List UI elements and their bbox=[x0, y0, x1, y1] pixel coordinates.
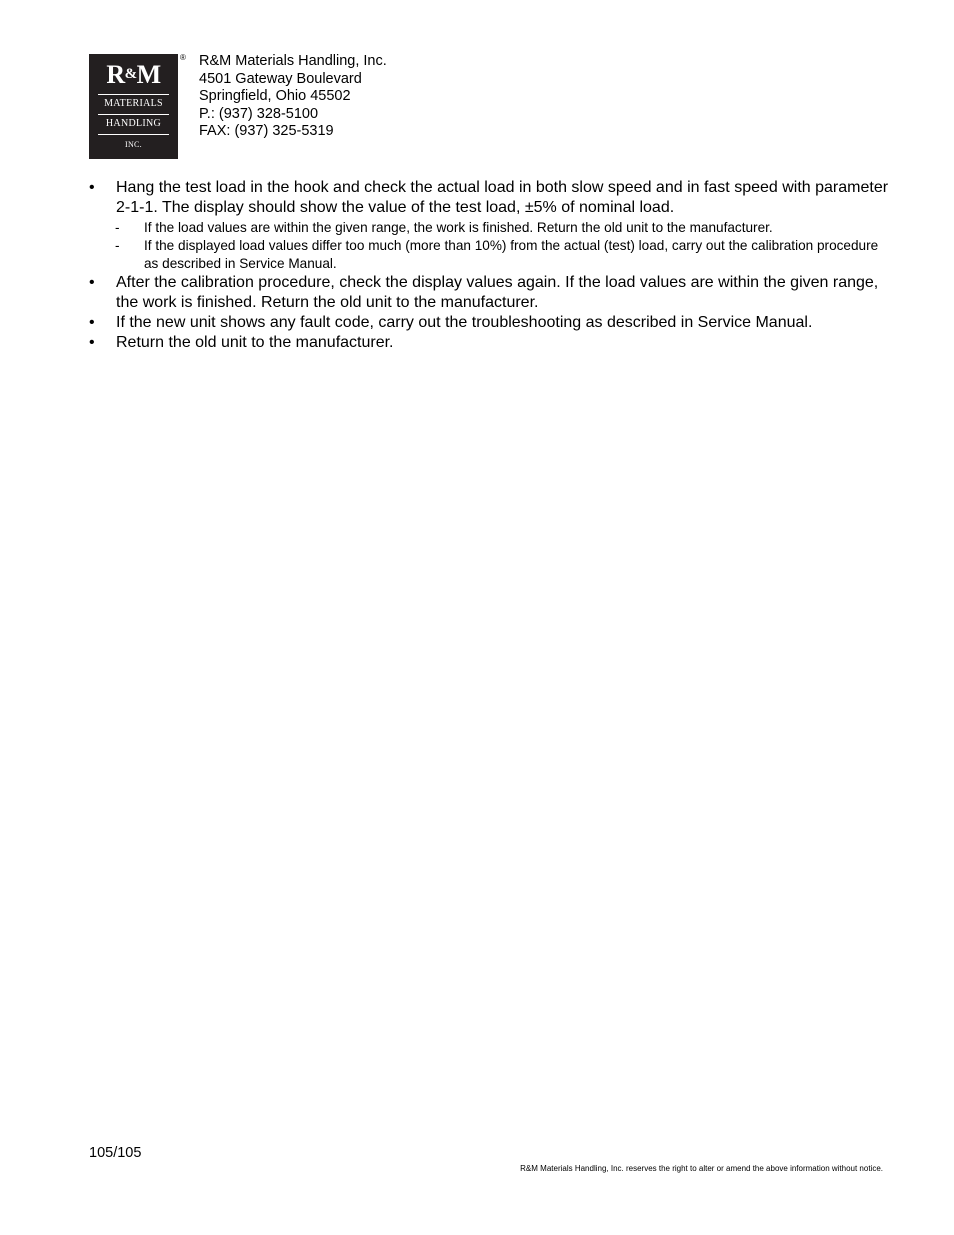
sub-item-text: If the load values are within the given range, the work is finished. Return the old unit to the manufacturer. bbox=[144, 219, 773, 235]
logo-line-materials: MATERIALS bbox=[104, 98, 163, 109]
sub-list-item bbox=[89, 219, 889, 237]
dash-icon: - bbox=[115, 219, 120, 235]
logo-divider bbox=[98, 134, 169, 135]
list-item-text: After the calibration procedure, check the display values again. If the load values are within the given range, the work is finished. Return the old unit to the manufacturer. bbox=[116, 273, 879, 311]
phone-number: P.: (937) 328-5100 bbox=[199, 105, 319, 122]
dash-icon: - bbox=[115, 237, 120, 253]
list-item-text: Return the old unit to the manufacturer. bbox=[116, 334, 394, 352]
company-name: R&M Materials Handling, Inc. bbox=[199, 53, 387, 69]
logo-line-inc: INC. bbox=[125, 140, 142, 149]
logo-divider bbox=[98, 94, 169, 95]
page-number: 105/105 bbox=[89, 1145, 142, 1161]
bullet-icon: • bbox=[89, 179, 95, 196]
list-item bbox=[89, 273, 889, 314]
bullet-icon: • bbox=[89, 273, 95, 291]
list-item-text: If the new unit shows any fault code, carry out the troubleshooting as described in Service Manual. bbox=[116, 314, 813, 332]
street-address: 4501 Gateway Boulevard bbox=[199, 70, 362, 87]
list-item bbox=[89, 178, 889, 219]
logo-initials: R&M bbox=[106, 60, 161, 89]
city-state-zip: Springfield, Ohio 45502 bbox=[199, 88, 351, 105]
registered-mark: ® bbox=[180, 53, 186, 62]
bullet-icon: • bbox=[89, 334, 95, 352]
company-logo bbox=[89, 54, 178, 159]
footer-disclaimer: R&M Materials Handling, Inc. reserves the right to alter or amend the above information without notice. bbox=[520, 1164, 883, 1173]
sub-item-text: If the displayed load values differ too much (more than 10%) from the actual (test) load, carry out the calibration procedure as described in Service Manual. bbox=[144, 237, 879, 271]
list-item-text: Hang the test load in the hook and check the actual load in both slow speed and in fast speed with parameter 2-1-1. The display should show the value of the test load, ±5% of nominal load. bbox=[116, 179, 889, 217]
logo-line-handling: HANDLING bbox=[105, 118, 162, 129]
fax-number: FAX: (937) 325-5319 bbox=[199, 123, 334, 140]
sub-list-item bbox=[89, 237, 889, 273]
bullet-icon: • bbox=[89, 314, 95, 332]
list-item bbox=[89, 313, 889, 333]
list-item bbox=[89, 333, 889, 353]
instruction-list bbox=[89, 178, 889, 354]
company-address bbox=[199, 53, 387, 141]
logo-divider bbox=[98, 114, 169, 115]
